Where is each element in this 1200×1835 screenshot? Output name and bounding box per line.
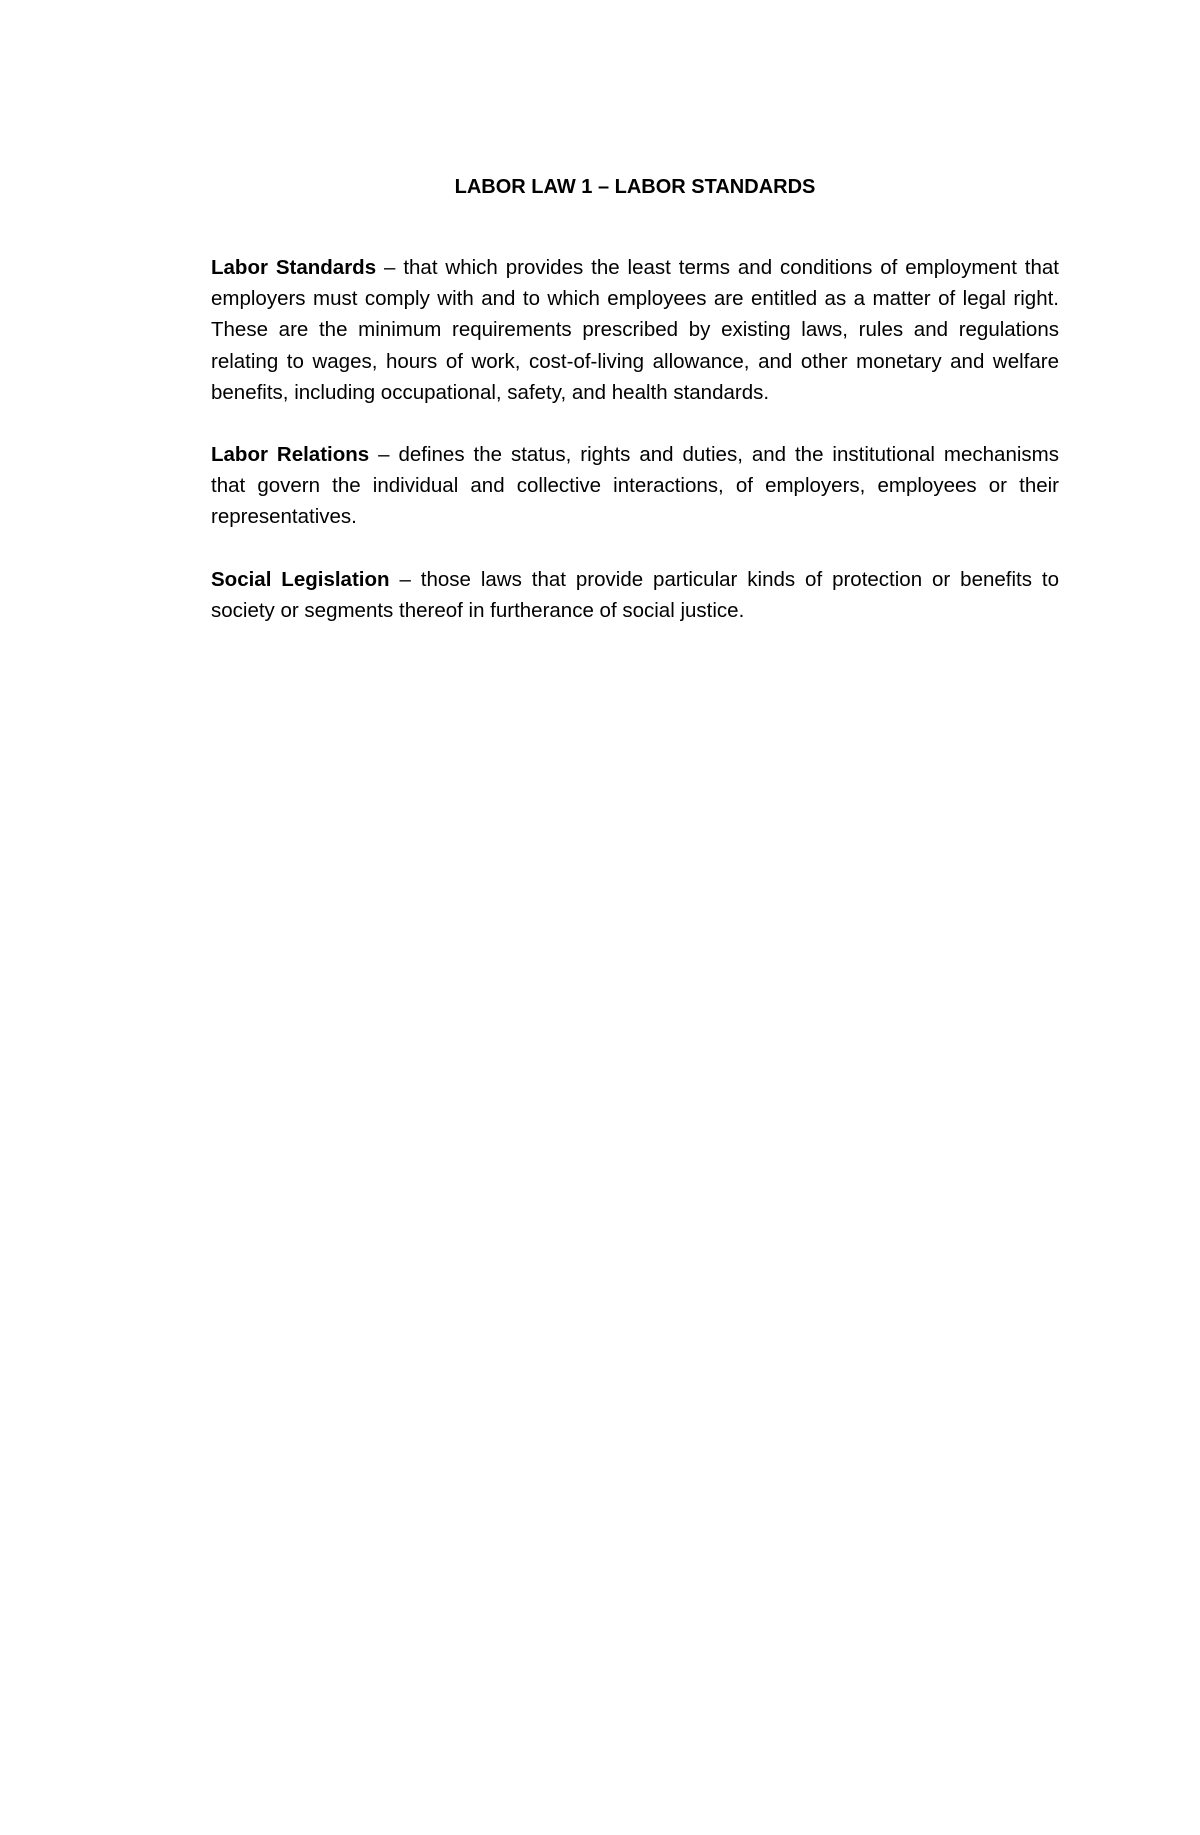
section-labor-standards xyxy=(211,252,1059,408)
document-body xyxy=(211,172,1059,626)
term-labor-relations: Labor Relations xyxy=(211,443,370,467)
section-labor-relations xyxy=(211,439,1059,533)
definition-labor-relations: – defines the status, rights and duties, and the institutional mechanisms that govern the individual and collective interactions, of employers, employees or their representatives. xyxy=(211,443,1059,529)
definition-labor-standards: – that which provides the least terms and conditions of employment that employers must comply with and to which employees are entitled as a matter of legal right. These are the minimum requirements prescribed by existing laws, rules and regulations relating to wages, hours of work, cost-of-living allowance, and other monetary and welfare benefits, including occupational, safety, and health standards. xyxy=(211,256,1059,404)
term-social-legislation: Social Legislation xyxy=(211,567,390,591)
term-labor-standards: Labor Standards xyxy=(211,256,377,279)
section-social-legislation xyxy=(211,564,1059,626)
definition-social-legislation: – those laws that provide particular kinds of protection or benefits to society or segments thereof in furtherance of social justice. xyxy=(211,567,1059,622)
document-title: LABOR LAW 1 – LABOR STANDARDS xyxy=(454,176,816,198)
